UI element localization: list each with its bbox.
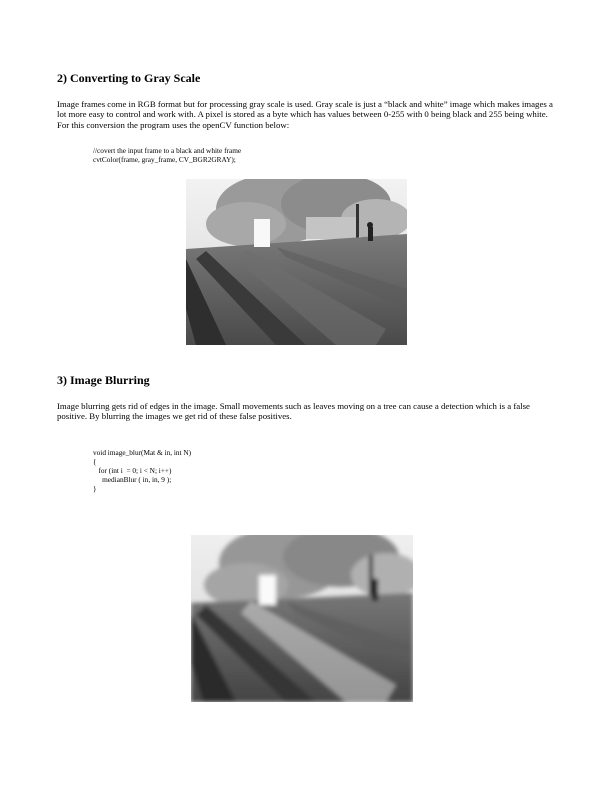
section-heading-gray-scale: 2) Converting to Gray Scale <box>57 71 201 85</box>
blur-code-line-1: void image_blur(Mat & in, int N) <box>93 448 192 457</box>
cvtcolor-code-line-1: //covert the input frame to a black and white frame <box>93 146 242 155</box>
blur-code-line-5: } <box>93 484 97 493</box>
grayscale-frame-image <box>186 179 407 345</box>
cvtcolor-code-line-2: cvtColor(frame, gray_frame, CV_BGR2GRAY); <box>93 155 236 164</box>
image-blurring-paragraph: Image blurring gets rid of edges in the image. Small movements such as leaves moving on a tree can cause a detection which is a false positive. By blurring the images we get rid of these false positives. <box>57 401 530 422</box>
blurred-frame-image <box>191 535 413 702</box>
gray-scale-paragraph: Image frames come in RGB format but for processing gray scale is used. Gray scale is just a “black and white” image which makes images a lot more easy to control and work with. A pixel is stored as a byte which has values between 0-255 with 0 being black and 255 being white. For this conversion the program uses the openCV function below: <box>57 99 553 130</box>
blur-code-line-2: { <box>93 457 97 466</box>
section-heading-image-blurring: 3) Image Blurring <box>57 373 150 387</box>
blur-code-line-4: medianBlur ( in, in, 9 ); <box>93 475 172 484</box>
blur-code-line-3: for (int i = 0; i < N; i++) <box>93 466 172 475</box>
